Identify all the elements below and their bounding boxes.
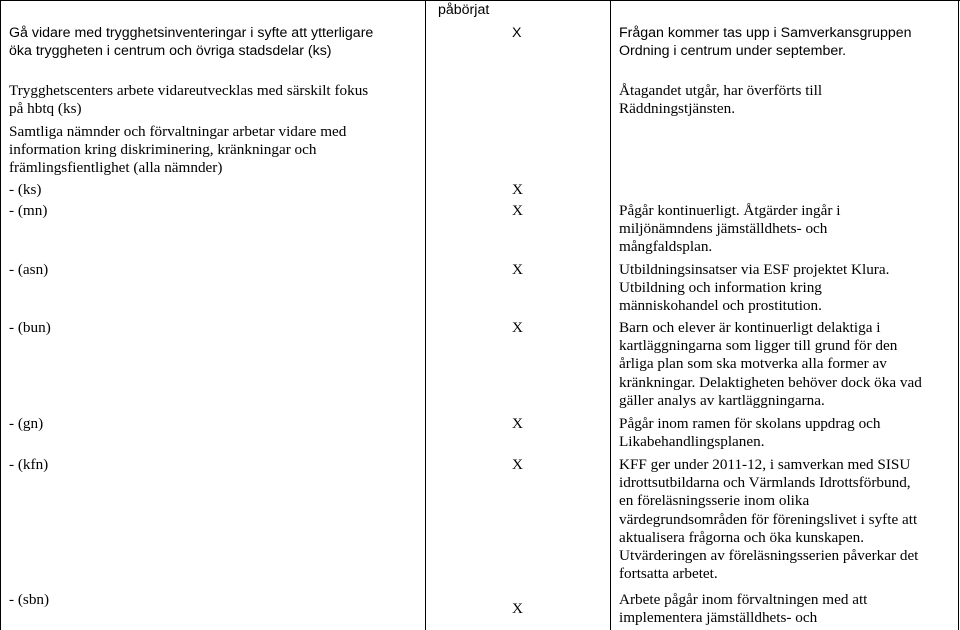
row-bun-started-mark: X	[512, 319, 523, 336]
row-mn-comment: Pågår kontinuerligt. Åtgärder ingår i miljönämndens jämställdhets- och mångfaldsplan.	[619, 202, 841, 256]
row-asn-task: - (asn)	[9, 261, 49, 278]
row-ks-task: - (ks)	[9, 181, 42, 198]
row-kfn-task: - (kfn)	[9, 456, 49, 473]
row-1-task: Gå vidare med trygghetsinventeringar i syfte att ytterligare öka tryggheten i centrum och övriga stadsdelar (ks)	[9, 25, 374, 60]
row-sbn-task: - (sbn)	[9, 591, 50, 608]
row-2-comment: Åtagandet utgår, har överförts till Räddningstjänsten.	[619, 82, 823, 118]
row-bun-task: - (bun)	[9, 319, 51, 336]
row-mn-task: - (mn)	[9, 202, 48, 219]
column-divider-2	[610, 0, 611, 630]
row-1-comment: Frågan kommer tas upp i Samverkansgruppen Ordning i centrum under september.	[619, 25, 912, 60]
row-1-started-mark: X	[512, 25, 522, 41]
row-gn-comment: Pågår inom ramen för skolans uppdrag och Likabehandlingsplanen.	[619, 415, 881, 451]
row-sbn-comment: Arbete pågår inom förvaltningen med att implementera jämställdhets- och	[619, 591, 868, 627]
row-asn-comment: Utbildningsinsatser via ESF projektet Klura. Utbildning och information kring människohandel och prostitution.	[619, 261, 890, 315]
row-asn-started-mark: X	[512, 261, 523, 278]
table-border-right	[958, 0, 959, 630]
row-gn-started-mark: X	[512, 415, 523, 432]
row-sbn-started-mark: X	[512, 600, 523, 617]
column-divider-1	[425, 0, 426, 630]
row-kfn-started-mark: X	[512, 456, 523, 473]
row-gn-task: - (gn)	[9, 415, 44, 432]
row-bun-comment: Barn och elever är kontinuerligt delaktiga i kartläggningarna som ligger till grund för den årliga plan som ska motverka alla former av kränkningar. Delaktigheten behöver dock öka vad gäller analys av kartläggningarna.	[619, 319, 922, 409]
row-3-task: Samtliga nämnder och förvaltningar arbetar vidare med information kring diskriminering, kränkningar och främlingsfientlighet (alla nämnder)	[9, 123, 347, 177]
column-header-started: påbörjat	[438, 2, 490, 18]
row-ks-started-mark: X	[512, 181, 523, 198]
row-2-task: Trygghetscenters arbete vidareutvecklas med särskilt fokus på hbtq (ks)	[9, 82, 369, 118]
table-border-left	[0, 0, 1, 630]
row-kfn-comment: KFF ger under 2011-12, i samverkan med SISU idrottsutbildarna och Värmlands Idrottsförbund, en föreläsningsserie inom olika värdegrundsområden för föreningslivet i syfte att aktualisera frågorna och öka kunskapen. Utvärderingen av föreläsningsserien påverkar det fortsatta arbetet.	[619, 456, 919, 583]
row-mn-started-mark: X	[512, 202, 523, 219]
